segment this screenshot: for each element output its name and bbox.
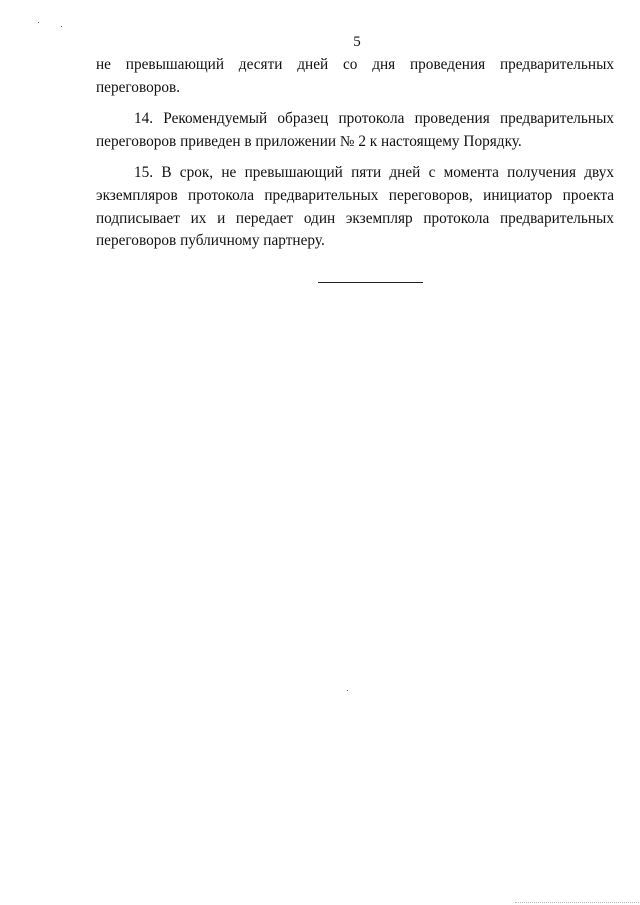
scan-speck — [61, 26, 62, 27]
document-body — [96, 54, 614, 262]
paragraph-item-14: 14. Рекомендуемый образец протокола проведения предварительных переговоров приведен в приложении № 2 к настоящему Порядку. — [96, 110, 614, 150]
page-number: 5 — [353, 34, 361, 50]
paragraph-item-15: 15. В срок, не превышающий пяти дней с момента получения двух экземпляров протокола предварительных переговоров, инициатор проекта подписывает их и передает один экземпляр протокола предварительных переговоров публичному партнеру. — [96, 164, 614, 250]
end-divider-line — [318, 282, 423, 283]
scan-edge — [515, 902, 639, 903]
scan-speck — [38, 22, 39, 23]
paragraph-continuation: не превышающий десяти дней со дня проведения предварительных переговоров. — [96, 56, 614, 96]
scan-speck — [347, 690, 348, 691]
